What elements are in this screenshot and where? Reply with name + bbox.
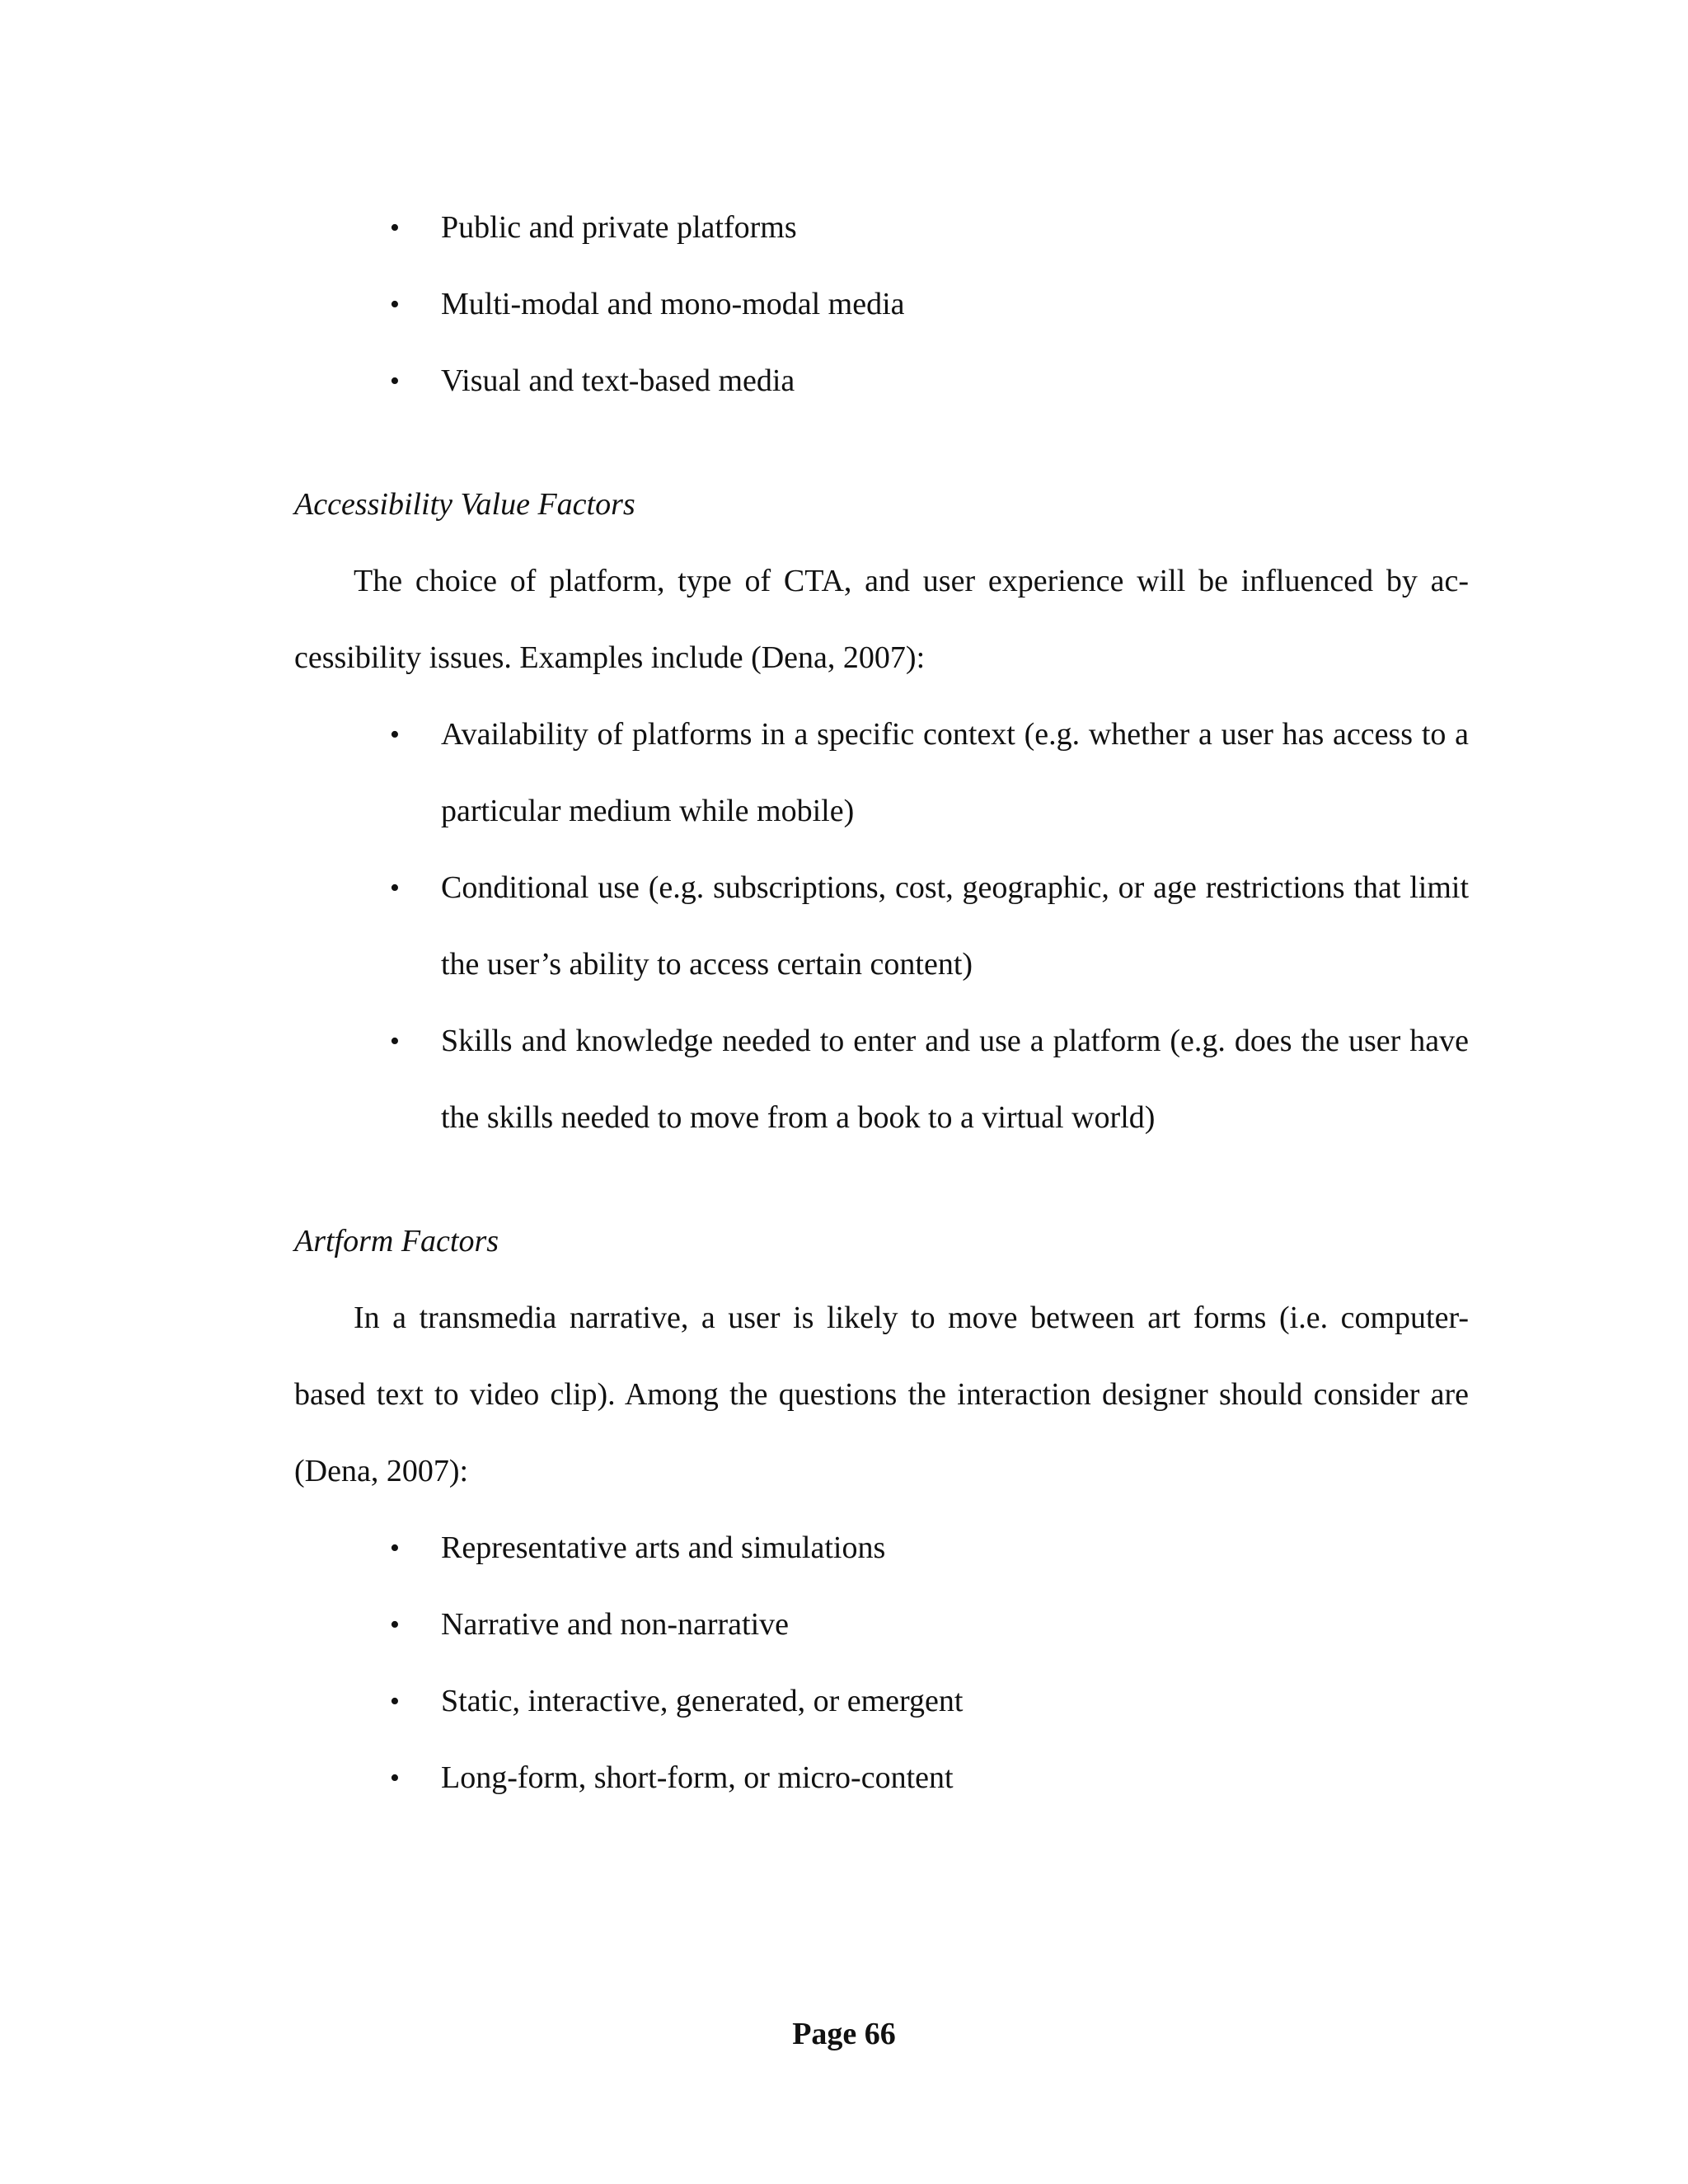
bullet-icon: • <box>390 1533 400 1563</box>
list-item-text: Static, interactive, generated, or emergent <box>441 1684 964 1718</box>
list-item-text: Narrative and non-narrative <box>441 1607 790 1642</box>
artform-bullet-list <box>294 1510 1469 1816</box>
bullet-icon: • <box>390 1026 400 1057</box>
list-item <box>294 850 1469 1003</box>
media-bullet-list <box>294 190 1469 419</box>
list-item <box>294 1740 1469 1816</box>
list-item <box>294 190 1469 266</box>
list-item <box>294 343 1469 419</box>
list-item-text: Multi-modal and mono-modal media <box>441 287 905 321</box>
list-item-text: Conditional use (e.g. subscriptions, cost, geographic, or age restrictions that limit the user’s ability to access certain content) <box>441 870 1469 982</box>
bullet-icon: • <box>390 289 400 320</box>
list-item-text: Skills and knowledge needed to enter and use a platform (e.g. does the user have the skills needed to move from a book to a virtual world) <box>441 1024 1469 1135</box>
paragraph-accessibility: The choice of platform, type of CTA, and user experience will be influenced by ac-cessibility issues. Examples include (Dena, 2007): <box>294 564 1469 675</box>
bullet-icon: • <box>390 213 400 243</box>
section-heading-accessibility: Accessibility Value Factors <box>294 487 635 522</box>
list-item <box>294 696 1469 850</box>
bullet-icon: • <box>390 873 400 903</box>
list-item-text: Availability of platforms in a specific context (e.g. whether a user has access to a particular medium while mobile) <box>441 717 1469 828</box>
list-item <box>294 1663 1469 1740</box>
list-item <box>294 1586 1469 1663</box>
list-item <box>294 1003 1469 1156</box>
bullet-icon: • <box>390 1763 400 1793</box>
bullet-icon: • <box>390 719 400 750</box>
page-content <box>294 190 1469 1816</box>
paragraph-artform: In a transmedia narrative, a user is likely to move between art forms (i.e. computer-based text to video clip). Among the questions the interaction designer should consider are (Dena, 2007): <box>294 1301 1469 1488</box>
list-item-text: Public and private platforms <box>441 210 797 245</box>
section-heading-artform: Artform Factors <box>294 1224 499 1258</box>
bullet-icon: • <box>390 366 400 396</box>
list-item-text: Long-form, short-form, or micro-content <box>441 1760 954 1795</box>
accessibility-bullet-list <box>294 696 1469 1156</box>
bullet-icon: • <box>390 1610 400 1640</box>
list-item <box>294 1510 1469 1586</box>
list-item <box>294 266 1469 343</box>
page-number: Page 66 <box>792 2017 896 2051</box>
list-item-text: Representative arts and simulations <box>441 1530 886 1565</box>
bullet-icon: • <box>390 1686 400 1717</box>
list-item-text: Visual and text-based media <box>441 363 795 398</box>
